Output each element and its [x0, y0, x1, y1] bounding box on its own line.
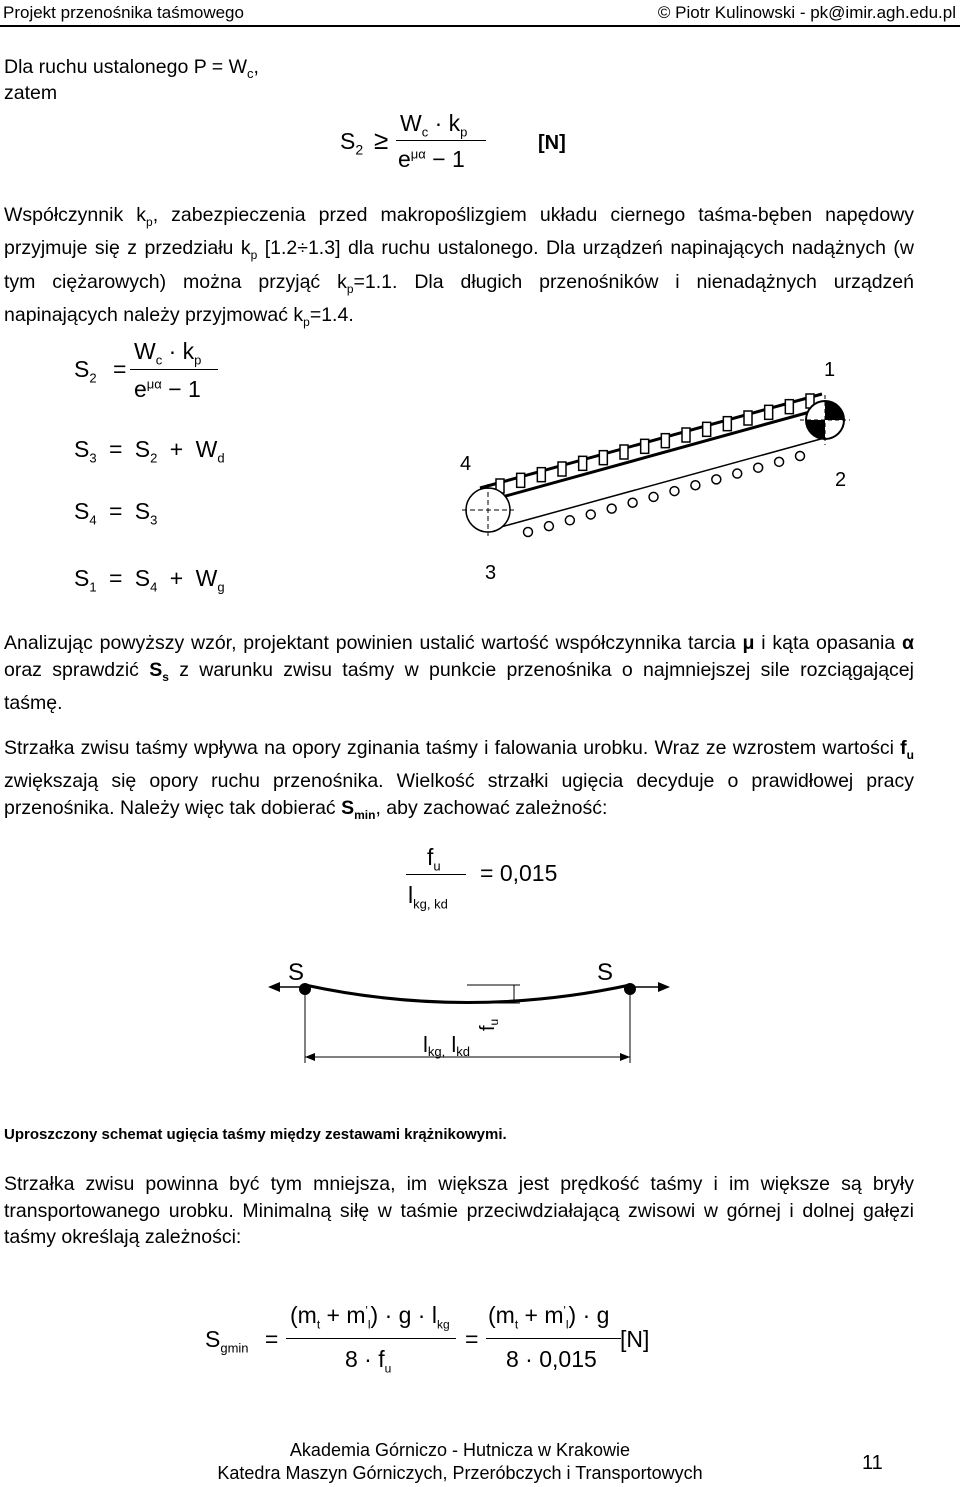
drive-pulley-quad2 [806, 420, 825, 439]
lower-idler [607, 504, 616, 513]
eq1-num2: k [182, 338, 195, 364]
eq1-den-minus: − 1 [168, 376, 201, 402]
f3-eq: = [264, 1326, 279, 1352]
formula1-unit: [N] [538, 132, 566, 154]
p1-s3: p [346, 281, 354, 296]
intro-text: Dla ruchu ustalonego P = W [4, 56, 247, 78]
p2-t4: z warunku zwisu taśmy w punkcie przenośnika o najmniejszej sile rozciągającej taśmę. [4, 658, 914, 714]
f3-n1-l: l [367, 1317, 371, 1332]
eq4-c-sub: g [217, 579, 225, 595]
point-label-2: 2 [835, 469, 847, 491]
eq1-eq: = [112, 356, 127, 382]
eq1-num-sub: c [155, 352, 163, 368]
p2-t2: i kąta opasania [754, 632, 903, 654]
p3-fu: f [900, 737, 907, 759]
formula3-numerator2 [488, 1302, 609, 1332]
eq2-b: S [134, 436, 151, 462]
formula1-lhs [340, 128, 363, 158]
p1-t3: [1.2÷1.3] dla ruchu ustalonego. Dla urządzeń napinających nadążnych (w tym ciężarowych) można przyjąć k [4, 237, 914, 293]
f1-lhs: S [340, 128, 356, 154]
upper-idler [517, 473, 525, 487]
eq1-s-sub: 2 [89, 370, 97, 386]
eq4-a-sub: 1 [89, 579, 97, 595]
f1-den-sup: μα [410, 146, 426, 162]
f1-den-e: e [398, 146, 411, 172]
eq4-a: S [74, 565, 90, 591]
eq3-a-sub: 4 [89, 512, 97, 528]
eq2-a-sub: 3 [89, 450, 97, 466]
eq4-b-sub: 4 [150, 579, 158, 595]
upper-idler [537, 468, 545, 482]
f1-lhs-sub: 2 [355, 141, 364, 158]
eq1-num2-sub: p [194, 352, 202, 368]
figure-caption: Uproszczony schemat ugięcia taśmy między zestawami krążnikowymi. [4, 1126, 507, 1143]
eq3-b-sub: 3 [150, 512, 158, 528]
p3-fu-sub: u [906, 747, 914, 762]
p1-s4: p [303, 315, 310, 330]
f1-num-a-sub: c [421, 124, 429, 140]
f3-n1-plus: + m [320, 1302, 366, 1328]
upper-idler [558, 462, 566, 476]
f3-n1-close: ) [370, 1302, 379, 1328]
sag-diagram [260, 945, 680, 1075]
eq3-a: S [74, 498, 90, 524]
eq3 [74, 498, 157, 528]
drive-pulley-quad1 [825, 401, 844, 420]
f3-n2-plus: + m [518, 1302, 564, 1328]
p2-t1: Analizując powyższy wzór, projektant powinien ustalić wartość współczynnika tarcia [4, 632, 743, 654]
f3-n1: (m [290, 1302, 317, 1328]
p1-t2: , zabezpieczenia przed makropoślizgiem układu ciernego taśma-bęben napędowy przyjmuje się z przedziału k [4, 204, 915, 260]
formula3-unit: [N] [620, 1326, 650, 1352]
f3-d1-sub: u [384, 1361, 392, 1376]
p3-smin: S [341, 796, 355, 819]
eq2-plus: + [169, 436, 184, 462]
p2-ss: S [149, 658, 163, 681]
formula3-eq2: = [465, 1326, 479, 1352]
f1-num-b: k [448, 110, 461, 136]
upper-idler [599, 451, 607, 465]
lower-idler [796, 452, 805, 461]
p1-s2: p [250, 248, 258, 263]
intro-end: , [253, 56, 259, 78]
upper-idler [682, 428, 690, 442]
point-label-3: 3 [485, 562, 497, 584]
eq4-eq: = [108, 565, 123, 591]
formula1-rel: ≥ [374, 125, 389, 155]
p1-s1: p [146, 214, 153, 229]
formula3-fraction-bar2 [486, 1338, 621, 1339]
f3-n2: (m [488, 1302, 515, 1328]
force-arrowhead-right [658, 982, 670, 992]
p3-t3: , aby zachować zależność: [375, 796, 608, 819]
conveyor-diagram [440, 350, 940, 600]
intro-line2: zatem [4, 82, 58, 104]
span-arrow-left [305, 1053, 315, 1061]
force-arrowhead-left [268, 982, 280, 992]
lower-idler [628, 498, 637, 507]
upper-idler [703, 422, 711, 436]
upper-idler [620, 445, 628, 459]
lower-idler [670, 487, 679, 496]
upper-idler [744, 411, 752, 425]
paragraph-kp [4, 202, 914, 336]
upper-idler [723, 417, 731, 431]
f3-n2-l: l [565, 1317, 569, 1332]
upper-idler [579, 456, 587, 470]
header-right: © Piotr Kulinowski - pk@imir.agh.edu.pl [657, 3, 956, 22]
formula2-denominator [408, 882, 448, 912]
page-number: 11 [862, 1452, 883, 1474]
intro-sub: c [247, 65, 254, 81]
formula3-denominator2: 8 · 0,015 [506, 1346, 597, 1372]
eq2-c-sub: d [217, 450, 225, 466]
f3-n1-sup: ' [365, 1303, 368, 1318]
p3-smin-sub: min [354, 807, 376, 822]
eq1-numerator [134, 338, 201, 368]
upper-idlers [496, 394, 814, 493]
formula2-numerator [427, 844, 441, 874]
eq1-num: W [134, 338, 156, 364]
eq2 [74, 436, 225, 466]
belt-return-line [490, 437, 828, 530]
paragraph-analysis [4, 630, 914, 716]
p2-ss-sub: s [162, 669, 169, 684]
lower-idler [544, 522, 553, 531]
lower-idler [691, 481, 700, 490]
paragraph-sag [4, 735, 914, 828]
formula2-rhs: = 0,015 [480, 860, 558, 886]
lower-idler [775, 457, 784, 466]
lower-idler [733, 469, 742, 478]
lower-idler [754, 463, 763, 472]
f3-lhs: S [205, 1326, 221, 1352]
eq1-den-e: e [134, 376, 147, 402]
f3-n1-t: t [316, 1317, 321, 1332]
upper-idler [785, 400, 793, 414]
p2-alpha: α [902, 632, 915, 654]
eq4-c: W [195, 565, 218, 591]
span-label: lkg, lkd [423, 1032, 470, 1059]
formula1-fraction-bar [396, 140, 486, 141]
p2-mu: μ [742, 632, 755, 654]
lower-idler [586, 510, 595, 519]
f3-n2-close: ) [568, 1302, 577, 1328]
p3-t1: Strzałka zwisu taśmy wpływa na opory zginania taśmy i falowania urobku. Wraz ze wzrostem wartości [4, 737, 901, 759]
eq1-dot: · [168, 338, 177, 364]
eq4 [74, 565, 225, 595]
upper-idler [661, 434, 669, 448]
header-left: Projekt przenośnika taśmowego [3, 3, 244, 22]
eq2-eq: = [108, 436, 123, 462]
upper-idler [641, 439, 649, 453]
f1-dot: · [434, 110, 443, 136]
formula3-fraction-bar1 [286, 1338, 456, 1339]
paragraph-min-force: Strzałka zwisu powinna być tym mniejsza, im większa jest prędkość taśmy i im większe są bryły transportowanego urobku. Minimalną siłę w taśmie przeciwdziałającą zwisowi w górnej i dolnej gałęzi taśmy określają zależności: [4, 1173, 914, 1248]
force-label-left: S [288, 959, 305, 986]
eq1-denominator [134, 376, 201, 403]
eq1-s: S [74, 356, 90, 382]
point-label-4: 4 [460, 453, 472, 475]
eq1-den-sup: μα [146, 376, 162, 392]
f3-d1: 8 · f [345, 1346, 385, 1372]
p1-t4: =1.1. Dla długich przenośników i nienadążnych urządzeń napinających należy przyjmować k [4, 270, 914, 327]
eq2-a: S [74, 436, 90, 462]
eq1-fraction-bar [130, 369, 218, 370]
eq3-b: S [134, 498, 151, 524]
header-rule [0, 25, 960, 27]
footer-line1: Akademia Górniczo - Hutnicza w Krakowie [289, 1440, 631, 1460]
p1-t5: =1.4. [309, 304, 354, 327]
f3-lhs-sub: gmin [220, 1340, 249, 1356]
sagging-belt [305, 985, 630, 1003]
span-arrow-right [620, 1053, 630, 1061]
footer-line2: Katedra Maszyn Górniczych, Przeróbczych i Transportowych [217, 1463, 703, 1483]
eq4-b: S [134, 565, 151, 591]
lower-idler [524, 528, 533, 537]
eq2-b-sub: 2 [150, 450, 158, 466]
formula2-fraction-bar [406, 874, 466, 875]
f3-n2-g: · g [582, 1302, 610, 1328]
p1-t1: Współczynnik k [4, 204, 147, 226]
f2-den-sub: kg, kd [413, 896, 448, 912]
f2-den: l [408, 882, 414, 908]
f1-num-a: W [400, 110, 422, 136]
upper-idler [765, 405, 773, 419]
eq2-c: W [195, 436, 218, 462]
lower-idler [712, 475, 721, 484]
f1-num-b-sub: p [460, 124, 468, 140]
p3-t2: zwiększają się opory ruchu przenośnika. Wielkość strzałki ugięcia decyduje o prawidłowej pracy przenośnika. Należy więc tak dobierać [4, 770, 914, 819]
formula1-numerator [400, 110, 467, 140]
formula3-numerator1 [290, 1302, 450, 1332]
f3-n1-g-sub: kg [436, 1317, 450, 1332]
belt-load-line [484, 407, 828, 502]
eq1-lhs [74, 356, 126, 386]
lower-idler [649, 492, 658, 501]
f1-den-minus: − 1 [432, 146, 465, 172]
eq4-plus: + [169, 565, 184, 591]
formula3-lhs [205, 1326, 278, 1356]
f3-n2-sup: ' [563, 1303, 566, 1318]
f2-num: f [427, 844, 434, 870]
f2-num-sub: u [433, 858, 441, 874]
formula3-denominator1 [345, 1346, 391, 1376]
f3-n2-t: t [514, 1317, 519, 1332]
f3-n1-g: · g · l [384, 1302, 437, 1328]
sag-label: $f_u$ [477, 1018, 501, 1031]
eq3-eq: = [108, 498, 123, 524]
formula1-denominator [398, 146, 465, 173]
force-label-right: S [597, 959, 614, 986]
lower-idler [565, 516, 574, 525]
point-label-1: 1 [824, 359, 836, 381]
p2-t3: oraz sprawdzić [4, 658, 150, 681]
